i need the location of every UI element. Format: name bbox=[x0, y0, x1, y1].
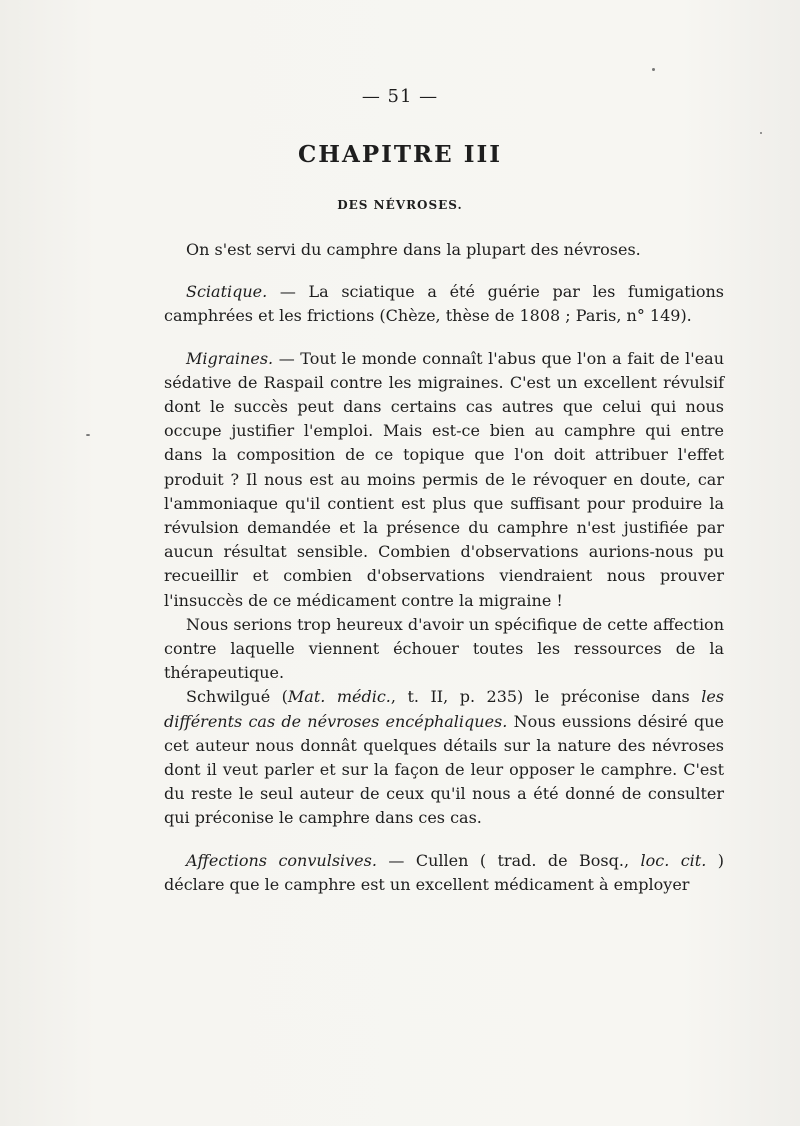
paragraph-text-c: ) déclare que le camphre est un excellent médicament à employer bbox=[164, 850, 724, 894]
body-text bbox=[164, 238, 724, 897]
paragraph-text-e: Nous eussions désiré que cet auteur nous donnât quelques détails sur la nature des névroses dont il veut parler et sur la façon de leur opposer le camphre. C'est du reste le seul auteur de ceux qu'il nous a été donné de consulter qui préconise le camphre dans ces cas. bbox=[164, 711, 724, 828]
paragraph-text: — La sciatique a été guérie par les fumigations camphrées et les frictions (Chèze, thèse de 1808 ; Paris, n° 149). bbox=[164, 282, 724, 326]
paragraph-text: On s'est servi du camphre dans la plupart des névroses. bbox=[186, 240, 641, 259]
page-number: — 51 — bbox=[361, 86, 439, 107]
paragraph-text-a: — Cullen ( trad. de Bosq., bbox=[376, 850, 641, 870]
paragraph-migraines bbox=[164, 347, 724, 613]
paper-speck bbox=[760, 132, 762, 134]
paper-speck bbox=[652, 68, 655, 71]
paragraph-intro bbox=[164, 238, 724, 262]
quoted-phrase: les différents cas de névroses encéphaliques. bbox=[164, 687, 724, 731]
paragraph-specifique bbox=[164, 613, 724, 686]
paragraph-heading: Sciatique. bbox=[186, 282, 268, 302]
section-title: DES NÉVROSES. bbox=[337, 198, 463, 212]
paper-speck bbox=[86, 434, 90, 436]
citation-title: Mat. médic. bbox=[287, 687, 391, 707]
paragraph-heading: Affections convulsives. bbox=[186, 850, 377, 870]
paragraph-heading: Migraines. bbox=[186, 348, 274, 368]
paragraph-affections bbox=[164, 849, 724, 897]
paragraph-text: Nous serions trop heureux d'avoir un spécifique de cette affection contre laquelle viennent échouer toutes les ressources de la thérapeutique. bbox=[164, 614, 724, 683]
paragraph-sciatique bbox=[164, 280, 724, 328]
chapter-title: CHAPITRE III bbox=[298, 141, 502, 168]
paragraph-schwilgue bbox=[164, 685, 724, 830]
paragraph-text-c: , t. II, p. 235) le préconise dans bbox=[390, 687, 702, 707]
paragraph-text: — Tout le monde connaît l'abus que l'on a fait de l'eau sédative de Raspail contre les migraines. C'est un excellent révulsif dont le succès peut dans certains cas autres que celui qui nous occupe justifier l'emploi. Mais est-ce bien au camphre qui entre dans la composition de ce topique que l'on doit attribuer l'effet produit ? Il nous est au moins permis de le révoquer en doute, car l'ammoniaque qu'il contient est plus que suffisant pour produire la révulsion demandée et la présence du camphre n'est justifiée par aucun résultat sensible. Combien d'observations aurions-nous pu recueillir et combien d'observations viendraient nous prouver l'insuccès de ce médicament contre la migraine ! bbox=[164, 348, 724, 610]
paragraph-text-a: Schwilgué ( bbox=[186, 687, 288, 707]
citation-ref: loc. cit. bbox=[640, 850, 707, 870]
